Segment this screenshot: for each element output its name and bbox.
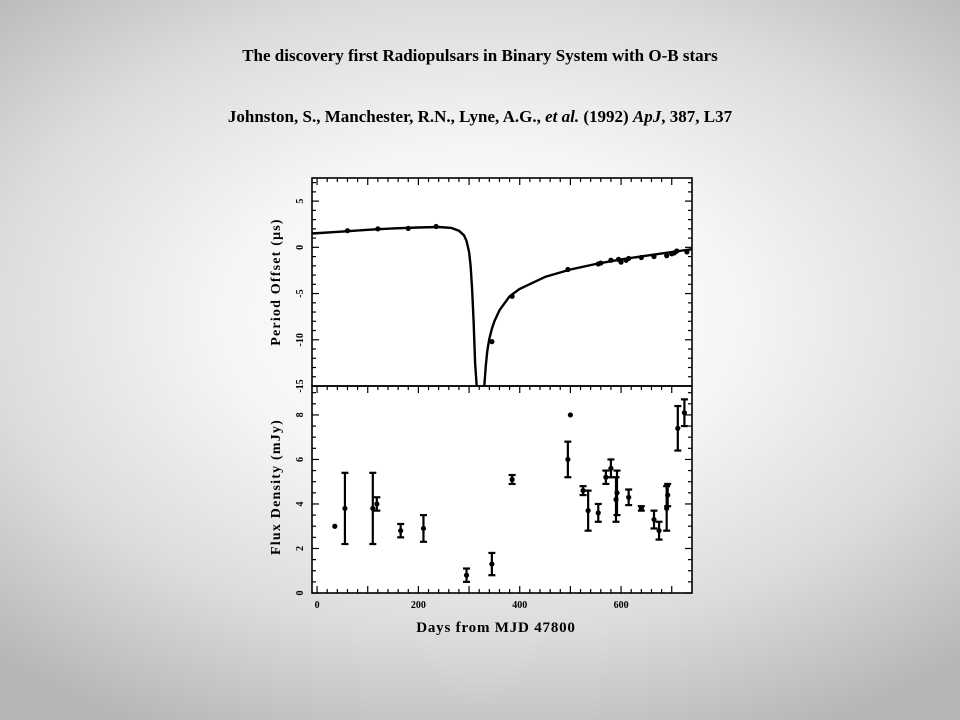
x-tick-label: 200	[410, 600, 426, 611]
period-point	[598, 260, 603, 265]
x-tick-label: 600	[613, 600, 629, 611]
flux-point	[464, 573, 469, 578]
flux-point	[675, 426, 680, 431]
flux-point	[374, 501, 379, 506]
period-point	[510, 294, 515, 299]
flux-point	[342, 506, 347, 511]
period-point	[489, 339, 494, 344]
flux-point	[568, 412, 573, 417]
period-point	[664, 253, 669, 258]
citation-authors: Johnston, S., Manchester, R.N., Lyne, A.G.,	[227, 107, 546, 126]
top-y-tick-label: -15	[295, 379, 306, 393]
x-tick-label: 400	[512, 600, 528, 611]
citation-etal: et al.	[545, 107, 580, 126]
top-y-tick-label: 5	[295, 198, 306, 204]
period-point	[651, 254, 656, 259]
citation-year: (1992)	[579, 107, 633, 126]
flux-point	[656, 528, 661, 533]
flux-point	[682, 410, 687, 415]
period-point	[674, 248, 679, 253]
flux-point	[398, 528, 403, 533]
flux-point	[489, 561, 494, 566]
flux-point	[596, 510, 601, 515]
flux-point	[608, 466, 613, 471]
period-point	[684, 249, 689, 254]
period-point	[626, 256, 631, 261]
flux-point	[510, 477, 515, 482]
flux-point	[639, 506, 644, 511]
bottom-y-axis-label: Flux Density (mJy)	[269, 419, 284, 555]
period-point	[618, 260, 623, 265]
slide-title: The discovery first Radiopulsars in Binary System with O-B stars	[242, 46, 718, 65]
top-y-tick-label: -5	[295, 289, 306, 298]
period-point	[406, 226, 411, 231]
bottom-y-tick-label: 2	[295, 545, 306, 551]
flux-point	[586, 508, 591, 513]
x-tick-label: 0	[314, 600, 320, 611]
period-point	[639, 255, 644, 260]
period-point	[608, 258, 613, 263]
flux-point	[614, 490, 619, 495]
top-y-tick-label: -10	[295, 333, 306, 347]
bottom-y-tick-label: 6	[295, 456, 306, 462]
top-y-axis-label: Period Offset (μs)	[269, 218, 284, 346]
bottom-y-tick-label: 0	[295, 590, 306, 596]
flux-point	[421, 526, 426, 531]
top-y-tick-label: 0	[295, 244, 306, 250]
x-axis-label: Days from MJD 47800	[416, 620, 576, 636]
citation-journal: ApJ	[632, 107, 662, 126]
flux-point	[332, 524, 337, 529]
bottom-y-tick-label: 8	[295, 412, 306, 418]
flux-point	[565, 457, 570, 462]
period-point	[375, 226, 380, 231]
citation-rest: , 387, L37	[661, 107, 733, 126]
flux-point	[626, 495, 631, 500]
period-point	[434, 224, 439, 229]
bottom-y-tick-label: 4	[295, 501, 306, 507]
flux-point	[665, 492, 670, 497]
period-point	[345, 228, 350, 233]
period-point	[565, 267, 570, 272]
